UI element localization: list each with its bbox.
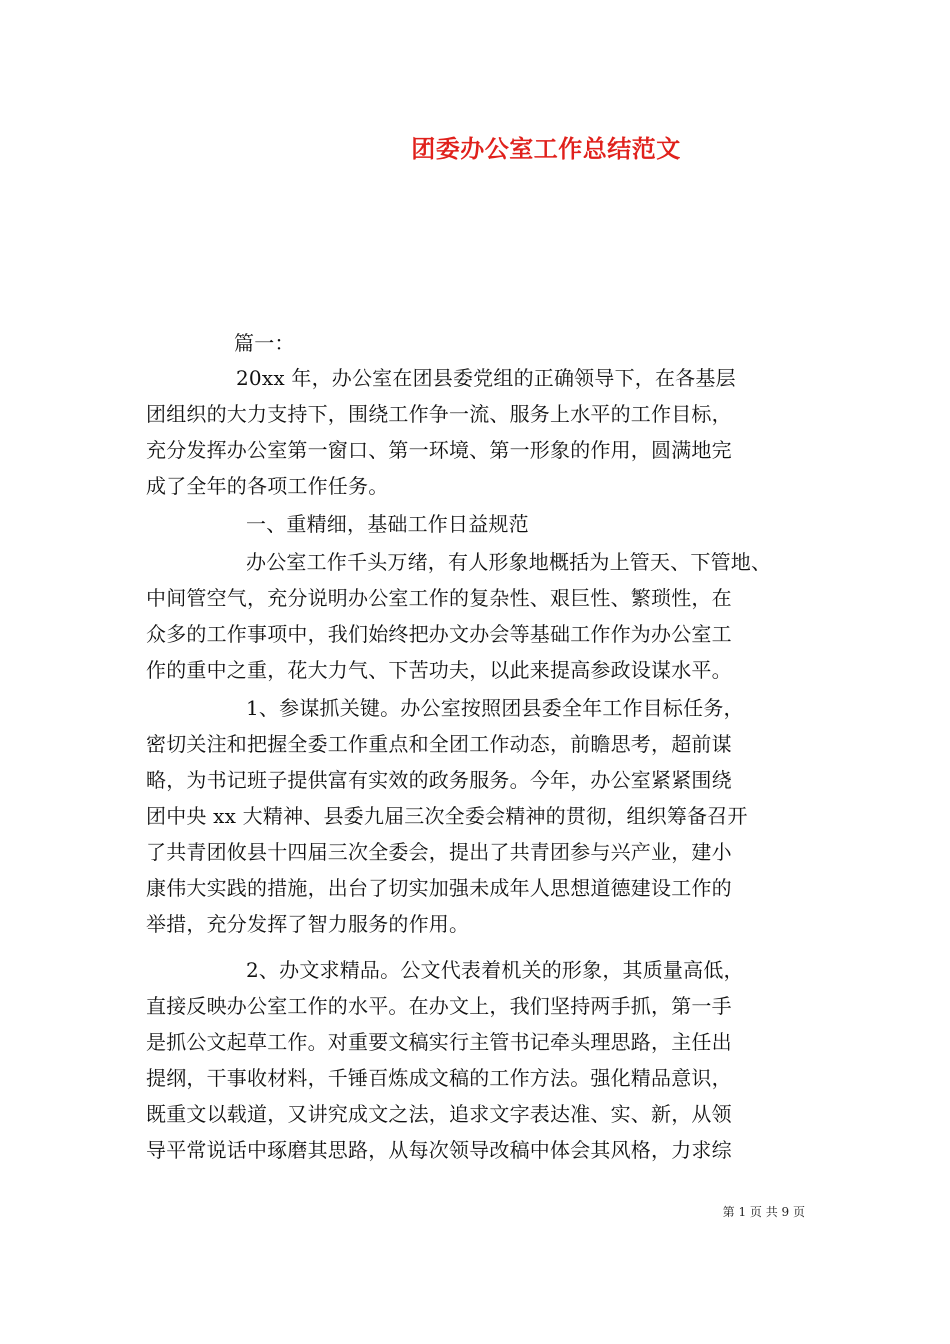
paragraph-line: 提纲，干事收材料，千锤百炼成文稿的工作方法。强化精品意识， — [146, 1066, 732, 1090]
section-heading: 一、重精细，基础工作日益规范 — [246, 512, 529, 536]
paragraph-line: 直接反映办公室工作的水平。在办文上，我们坚持两手抓，第一手 — [146, 994, 732, 1018]
paragraph-line: 略，为书记班子提供富有实效的政务服务。今年，办公室紧紧围绕 — [146, 768, 732, 792]
paragraph-line: 团中央 xx 大精神、县委九届三次全委会精神的贯彻，组织筹备召开 — [146, 804, 748, 828]
paragraph-line: 康伟大实践的措施，出台了切实加强未成年人思想道德建设工作的 — [146, 876, 732, 900]
paragraph-line: 1、参谋抓关键。办公室按照团县委全年工作目标任务， — [246, 696, 744, 720]
paragraph-line: 密切关注和把握全委工作重点和全团工作动态，前瞻思考，超前谋 — [146, 732, 732, 756]
paragraph-line: 作的重中之重，花大力气、下苦功夫，以此来提高参政设谋水平。 — [146, 658, 732, 682]
paragraph-line: 充分发挥办公室第一窗口、第一环境、第一形象的作用，圆满地完 — [146, 438, 732, 462]
paragraph-line: 了共青团攸县十四届三次全委会，提出了共青团参与兴产业，建小 — [146, 840, 732, 864]
page-number: 第 1 页 共 9 页 — [722, 1205, 805, 1219]
paragraph-line: 既重文以载道，又讲究成文之法，追求文字表达准、实、新，从领 — [146, 1102, 732, 1126]
document-title: 团委办公室工作总结范文 — [411, 135, 681, 163]
paragraph-line: 2、办文求精品。公文代表着机关的形象，其质量高低， — [246, 958, 744, 982]
paragraph-line: 办公室工作千头万绪，有人形象地概括为上管天、下管地、 — [246, 550, 772, 574]
paragraph-line: 成了全年的各项工作任务。 — [146, 474, 389, 498]
paragraph-line: 众多的工作事项中，我们始终把办文办会等基础工作作为办公室工 — [146, 622, 732, 646]
paragraph-line: 篇一： — [234, 331, 295, 355]
paragraph-line: 导平常说话中琢磨其思路，从每次领导改稿中体会其风格，力求综 — [146, 1138, 732, 1162]
paragraph-line: 20xx 年，办公室在团县委党组的正确领导下，在各基层 — [236, 366, 736, 390]
paragraph-line: 团组织的大力支持下，围绕工作争一流、服务上水平的工作目标， — [146, 402, 732, 426]
paragraph-line: 中间管空气，充分说明办公室工作的复杂性、艰巨性、繁琐性，在 — [146, 586, 732, 610]
paragraph-line: 举措，充分发挥了智力服务的作用。 — [146, 912, 470, 936]
paragraph-line: 是抓公文起草工作。对重要文稿实行主管书记牵头理思路，主任出 — [146, 1030, 732, 1054]
